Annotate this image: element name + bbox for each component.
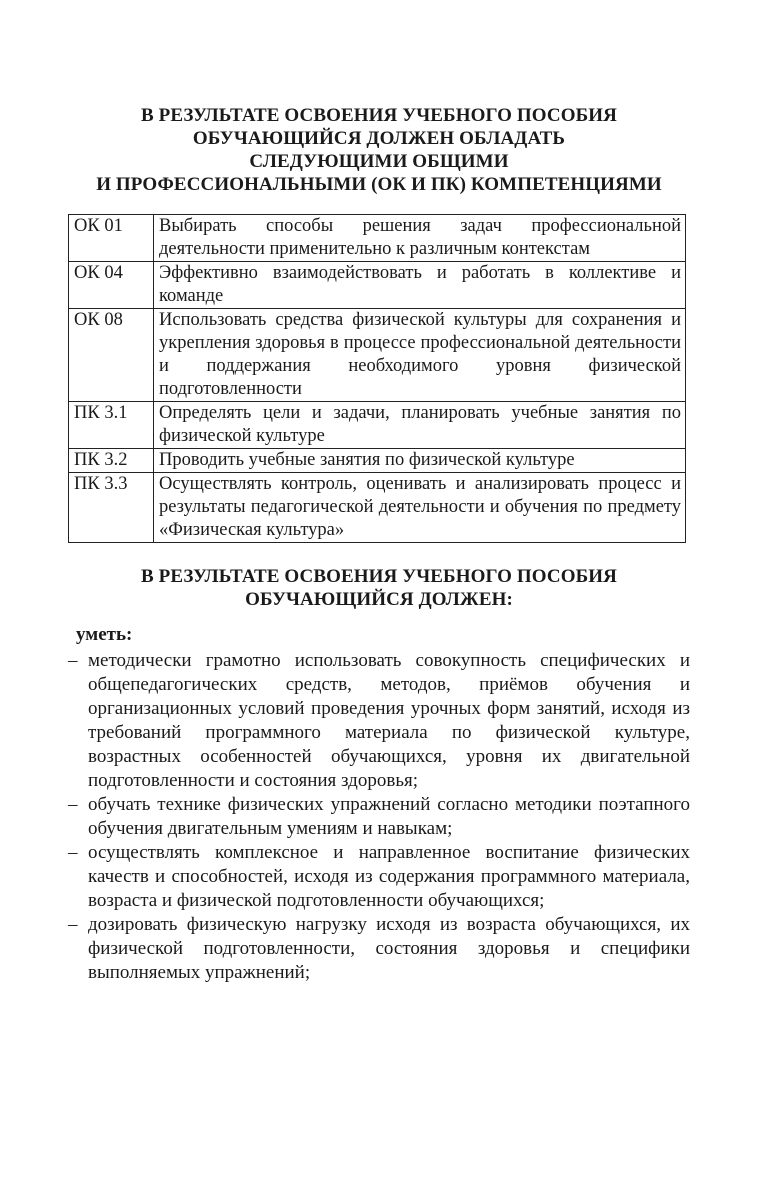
heading-line: ОБУЧАЮЩИЙСЯ ДОЛЖЕН ОБЛАДАТЬ: [192, 128, 566, 149]
dash-bullet: –: [68, 914, 78, 935]
skills-label: уметь:: [76, 624, 133, 645]
list-item: [68, 649, 690, 793]
competency-code: ПК 3.2: [69, 449, 154, 473]
competency-description: Эффективно взаимодействовать и работать в коллективе и команде: [154, 262, 686, 309]
list-item-text: дозировать физическую нагрузку исходя из возраста обучающихся, их физической подготовленности, состояния здоровья и специфики выполняемых упражнений;: [88, 914, 690, 983]
competency-code: ОК 08: [69, 309, 154, 402]
competency-code: ОК 04: [69, 262, 154, 309]
dash-bullet: –: [68, 794, 78, 815]
skills-list: [68, 649, 690, 985]
list-item: [68, 913, 690, 985]
competency-description: Проводить учебные занятия по физической культуре: [154, 449, 686, 473]
competency-code: ПК 3.1: [69, 402, 154, 449]
heading-line: И ПРОФЕССИОНАЛЬНЫМИ (ОК И ПК) КОМПЕТЕНЦИЯМИ: [96, 174, 662, 195]
table-row: [69, 309, 686, 402]
document-page: [68, 104, 690, 985]
table-row: [69, 262, 686, 309]
list-item-text: осуществлять комплексное и направленное воспитание физических качеств и способностей, исходя из содержания программного материала, возраста и физической подготовленности обучающихся;: [88, 842, 690, 911]
outcomes-heading: [68, 565, 690, 611]
list-item-text: методически грамотно использовать совокупность специфических и общепедагогических средств, методов, приёмов обучения и организационных условий проведения урочных форм занятий, исходя из требований программного материала по физической культуре, возрастных особенностей обучающихся, уровня их двигательной подготовленности и состояния здоровья;: [88, 650, 690, 791]
dash-bullet: –: [68, 842, 78, 863]
competency-description: Использовать средства физической культуры для сохранения и укрепления здоровья в процессе профессиональной деятельности и поддержания необходимого уровня физической подготовленности: [154, 309, 686, 402]
dash-bullet: –: [68, 650, 78, 671]
competency-code: ОК 01: [69, 215, 154, 262]
competencies-heading: [68, 104, 690, 196]
table-row: [69, 402, 686, 449]
table-row: [69, 449, 686, 473]
heading-line: СЛЕДУЮЩИМИ ОБЩИМИ: [249, 151, 509, 172]
heading-line: ОБУЧАЮЩИЙСЯ ДОЛЖЕН:: [245, 589, 513, 610]
list-item: [68, 793, 690, 841]
competency-description: Определять цели и задачи, планировать учебные занятия по физической культуре: [154, 402, 686, 449]
table-row: [69, 215, 686, 262]
list-item: [68, 841, 690, 913]
list-item-text: обучать технике физических упражнений согласно методики поэтапного обучения двигательным умениям и навыкам;: [88, 794, 690, 839]
table-row: [69, 473, 686, 543]
competencies-table: [68, 214, 686, 543]
competency-description: Выбирать способы решения задач профессиональной деятельности применительно к различным контекстам: [154, 215, 686, 262]
heading-line: В РЕЗУЛЬТАТЕ ОСВОЕНИЯ УЧЕБНОГО ПОСОБИЯ: [141, 566, 617, 587]
competency-description: Осуществлять контроль, оценивать и анализировать процесс и результаты педагогической деятельности и обучения по предмету «Физическая культура»: [154, 473, 686, 543]
competency-code: ПК 3.3: [69, 473, 154, 543]
heading-line: В РЕЗУЛЬТАТЕ ОСВОЕНИЯ УЧЕБНОГО ПОСОБИЯ: [141, 105, 617, 126]
